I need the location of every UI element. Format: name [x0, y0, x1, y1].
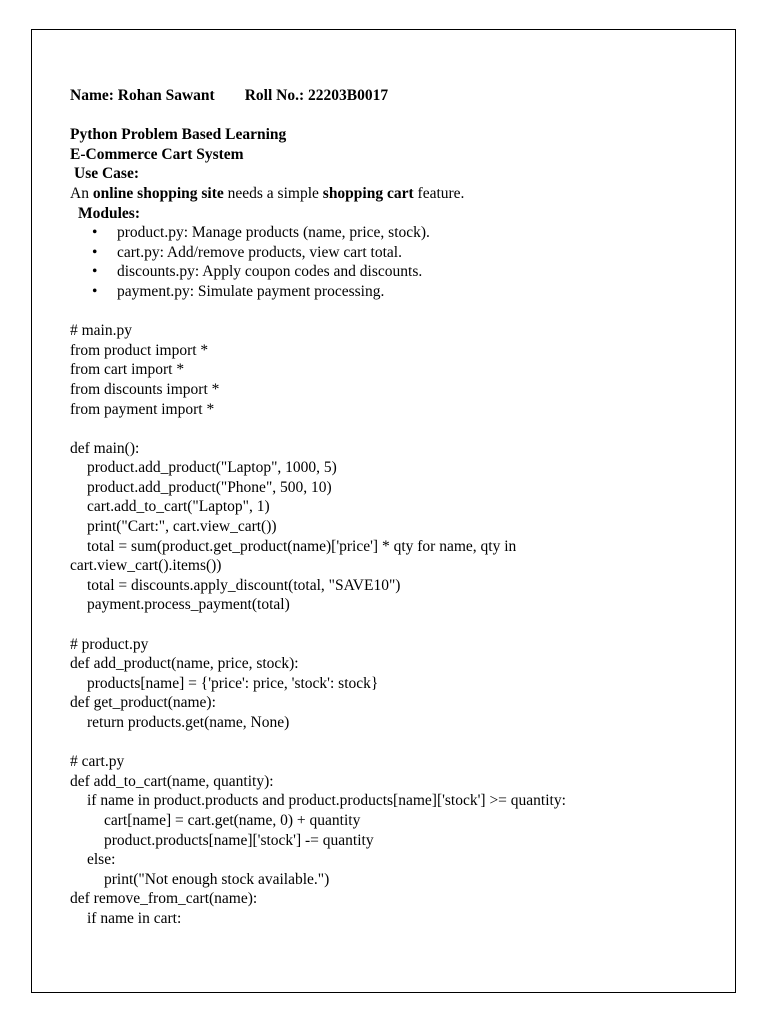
- code-line: print("Cart:", cart.view_cart()): [87, 518, 277, 536]
- code-line: def remove_from_cart(name):: [70, 890, 258, 908]
- code-line: else:: [87, 851, 116, 869]
- modules-label: Modules:: [78, 204, 140, 222]
- code-line: return products.get(name, None): [87, 714, 290, 731]
- code-line: product.add_product("Phone", 500, 10): [87, 478, 332, 496]
- code-line: cart.add_to_cart("Laptop", 1): [87, 498, 270, 516]
- module-description: cart.py: Add/remove products, view cart total.: [117, 243, 402, 261]
- code-line: payment.process_payment(total): [87, 596, 290, 614]
- bullet-icon: •: [92, 263, 98, 281]
- code-line: products[name] = {'price': price, 'stock': stock}: [87, 674, 379, 692]
- bullet-icon: •: [92, 224, 98, 242]
- module-description: discounts.py: Apply coupon codes and discounts.: [117, 263, 423, 281]
- student-name: Name: Rohan Sawant: [70, 87, 215, 104]
- list-item: [70, 282, 710, 302]
- code-line: from payment import *: [70, 400, 215, 418]
- code-line: # cart.py: [70, 753, 125, 771]
- code-line: def add_to_cart(name, quantity):: [70, 772, 274, 790]
- code-line: def get_product(name):: [70, 694, 216, 712]
- modules-list: [70, 223, 710, 301]
- list-item: [70, 243, 710, 263]
- code-line: def add_product(name, price, stock):: [70, 655, 299, 673]
- code-line: if name in cart:: [87, 909, 182, 927]
- code-line: # main.py: [70, 322, 132, 340]
- project-title: E-Commerce Cart System: [70, 145, 244, 163]
- code-line: total = sum(product.get_product(name)['price'] * qty for name, qty in: [87, 537, 517, 555]
- use-case-label: Use Case:: [74, 165, 139, 183]
- code-line: product.products[name]['stock'] -= quantity: [104, 831, 374, 849]
- code-line: from cart import *: [70, 361, 185, 379]
- module-description: payment.py: Simulate payment processing.: [117, 282, 385, 300]
- use-case-text-part: An: [70, 184, 93, 202]
- code-line: total = discounts.apply_discount(total, "SAVE10"): [87, 576, 401, 594]
- use-case-text-part: needs a simple: [223, 184, 323, 202]
- code-line: cart[name] = cart.get(name, 0) + quantity: [104, 811, 361, 829]
- course-title: Python Problem Based Learning: [70, 126, 287, 144]
- code-line: cart.view_cart().items()): [70, 557, 222, 575]
- student-header: [70, 86, 710, 106]
- code-line: if name in product.products and product.products[name]['stock'] >= quantity:: [87, 792, 566, 810]
- use-case-text: [70, 184, 710, 204]
- code-line: from discounts import *: [70, 380, 220, 398]
- bullet-icon: •: [92, 243, 98, 261]
- use-case-text-part: feature.: [413, 184, 465, 202]
- use-case-emphasis: online shopping site: [92, 184, 224, 202]
- code-line: print("Not enough stock available."): [104, 870, 330, 888]
- code-line: def main():: [70, 439, 140, 457]
- code-line: from product import *: [70, 341, 209, 359]
- list-item: [70, 223, 710, 243]
- document-content: [70, 86, 710, 929]
- list-item: [70, 262, 710, 282]
- use-case-emphasis: shopping cart: [322, 184, 414, 202]
- roll-number: Roll No.: 22203B0017: [244, 87, 389, 104]
- bullet-icon: •: [92, 282, 98, 300]
- code-line: # product.py: [70, 635, 149, 653]
- code-line: product.add_product("Laptop", 1000, 5): [87, 459, 337, 477]
- module-description: product.py: Manage products (name, price, stock).: [117, 224, 430, 242]
